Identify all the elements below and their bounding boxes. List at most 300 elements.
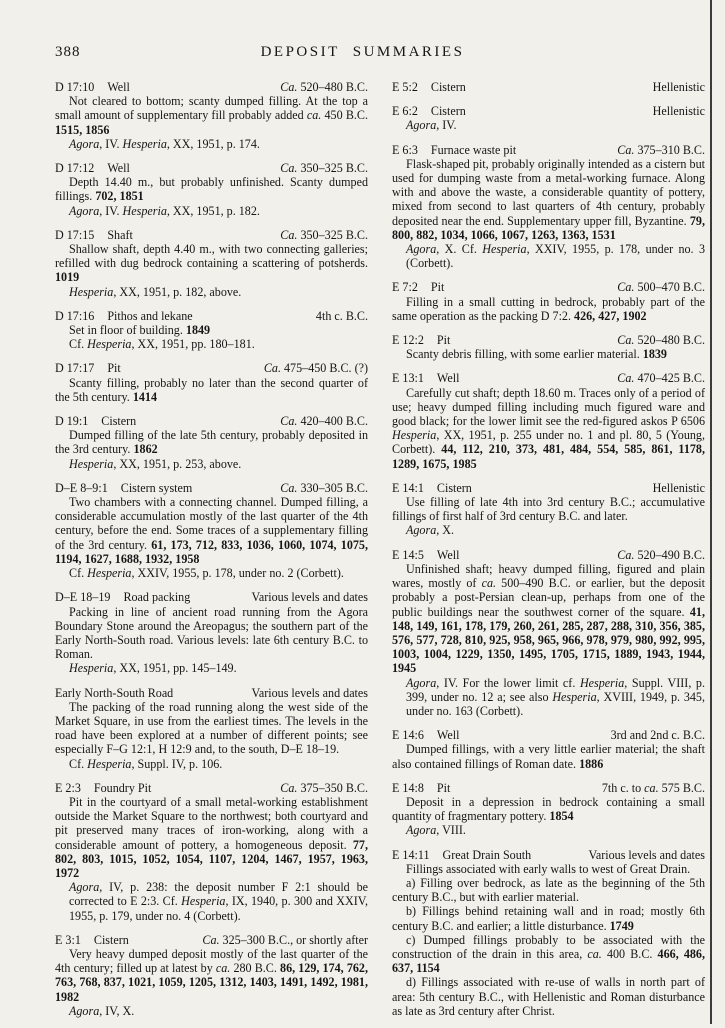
text-segment: Cf.	[69, 566, 88, 581]
entry-heading	[392, 280, 705, 294]
entry-heading-left	[55, 309, 193, 323]
text-segment: 426, 427, 1902	[574, 308, 647, 323]
entry-reference	[392, 242, 705, 270]
entry-heading-left	[392, 143, 516, 157]
entry-heading-left	[392, 848, 531, 862]
text-segment: Hesperia	[552, 689, 597, 704]
entry-heading	[55, 80, 368, 94]
text-segment: Hesperia	[122, 136, 167, 151]
text-segment: 466, 486, 637, 1154	[392, 946, 705, 976]
text-segment: Agora	[69, 136, 100, 151]
page-title: DEPOSIT SUMMARIES	[260, 44, 465, 60]
entry-heading	[55, 933, 368, 947]
entry-reference	[392, 823, 705, 837]
entry-heading-left	[392, 781, 450, 795]
text-segment: Ca.	[617, 333, 635, 348]
entry-paragraph	[392, 795, 705, 823]
text-segment: Agora	[69, 1003, 100, 1018]
text-segment: Deposit in a depression in bedrock containing a small quantity of fragmentary pottery.	[392, 794, 705, 824]
entry-reference	[55, 661, 368, 675]
text-segment: , XX, 1951, p. 174.	[166, 136, 260, 151]
entry-heading	[55, 309, 368, 323]
text-segment: ca.	[215, 961, 231, 976]
text-segment: Set in floor of building.	[69, 323, 186, 338]
text-segment: , IV. For the lower limit cf.	[436, 675, 580, 690]
deposit-date	[617, 548, 705, 562]
entry-heading-left	[55, 686, 173, 700]
entry-heading-left	[55, 414, 136, 428]
entry-paragraph	[392, 347, 705, 361]
entry-paragraph	[392, 904, 705, 932]
entry-heading-left	[392, 333, 450, 347]
deposit-id: E 14:5	[392, 547, 424, 562]
text-segment: Agora	[69, 880, 100, 895]
text-segment: Hellenistic	[652, 480, 705, 495]
entry-reference	[55, 457, 368, 471]
text-segment: 1839	[642, 347, 667, 362]
deposit-date	[280, 781, 368, 795]
text-segment: d) Fillings associated with re-use of walls in north part of area: 5th century B.C., with Hellenistic and Roman disturbance as late as 3rd century after Christ.	[392, 975, 705, 1018]
text-segment: Agora	[406, 823, 437, 838]
text-segment: ca.	[644, 780, 659, 795]
entry-heading-left	[55, 590, 190, 604]
entry-paragraph	[55, 495, 368, 566]
text-segment: Scanty debris filling, with some earlier material.	[406, 347, 643, 362]
text-segment: Hesperia	[392, 428, 437, 443]
text-segment: Agora	[406, 118, 437, 133]
deposit-type: Pit	[430, 280, 445, 295]
entry-heading	[392, 728, 705, 742]
text-segment: , Suppl. IV, p. 106.	[131, 756, 223, 771]
deposit-entry	[55, 228, 368, 299]
entry-heading-left	[55, 161, 130, 175]
deposit-date	[280, 80, 368, 94]
text-segment: 400 B.C.	[601, 946, 658, 961]
text-segment: a) Filling over bedrock, as late as the beginning of the 5th century B.C., but with earlier material.	[392, 875, 705, 905]
text-segment: Use filling of late 4th into 3rd century B.C.; accumulative fillings of first half of 3rd century B.C. and later.	[392, 495, 705, 524]
entry-paragraph	[55, 175, 368, 203]
text-segment: Dumped fillings, with a very little earlier material; the shaft also contained fillings of Roman date.	[392, 742, 705, 771]
text-segment: Not cleared to bottom; scanty dumped filling. At the top a small amount of supplementary fill probably added	[55, 94, 368, 123]
text-segment: , IV, p. 238: the deposit number F 2:1 should be corrected to E 2:3. Cf.	[69, 880, 368, 909]
deposit-entry	[55, 309, 368, 352]
deposit-id: E 13:1	[392, 371, 424, 386]
deposit-id: D 19:1	[55, 414, 89, 429]
deposit-id: E 14:11	[392, 847, 430, 862]
deposit-date	[617, 280, 705, 294]
deposit-id: E 7:2	[392, 280, 418, 295]
entry-paragraph	[55, 323, 368, 337]
entry-paragraph	[392, 876, 705, 904]
entry-heading	[392, 781, 705, 795]
text-segment: Carefully cut shaft; depth 18.60 m. Traces only of a period of use; heavy dumped filling including much figured ware and good black; for the lower limit see the red-figured askos P 6506	[392, 385, 705, 429]
deposit-entry	[392, 728, 705, 771]
deposit-entry	[55, 361, 368, 404]
text-segment: 375–350 B.C.	[297, 780, 368, 795]
deposit-date	[617, 143, 705, 157]
text-segment: c) Dumped fillings probably to be associated with the construction of the drain in this area,	[392, 932, 705, 961]
entry-reference	[55, 285, 368, 299]
entry-reference	[55, 137, 368, 151]
text-segment: Ca.	[280, 414, 298, 429]
text-segment: 702, 1851	[95, 189, 144, 204]
deposit-type: Great Drain South	[442, 847, 532, 862]
entry-paragraph	[55, 94, 368, 137]
text-segment: 520–480 B.C.	[297, 80, 368, 94]
entry-paragraph	[392, 157, 705, 242]
entry-heading	[392, 548, 705, 562]
text-segment: Agora	[406, 675, 437, 690]
text-segment: Unfinished shaft; heavy dumped filling, figured and plain wares, mostly of	[392, 561, 705, 591]
deposit-id: D 17:16	[55, 308, 95, 323]
text-segment: 325–300 B.C., or shortly after	[219, 932, 368, 947]
entry-paragraph	[55, 700, 368, 757]
text-segment: 41, 148, 149, 161, 178, 179, 260, 261, 285, 287, 288, 310, 356, 385, 576, 577, 728, 810, 925, 958, 965, 966, 978, 979, 980, 992, 995, 1003, 1004, 1229, 1350, 1495, 1705, 1715, 1889, 1943, 1944, 1945	[392, 604, 705, 676]
deposit-type: Cistern system	[120, 480, 193, 495]
deposit-date	[653, 481, 705, 495]
deposit-date	[251, 590, 368, 604]
entry-heading-left	[392, 371, 459, 385]
deposit-type: Cistern	[93, 932, 129, 947]
deposit-entry	[55, 781, 368, 923]
text-segment: , IV, X.	[99, 1003, 135, 1018]
text-segment: ca.	[481, 576, 497, 591]
text-segment: Hesperia	[87, 337, 132, 352]
deposit-type: Furnace waste pit	[430, 142, 517, 157]
two-column-layout	[0, 80, 725, 1028]
text-segment: 500–490 B.C. or earlier, but the deposit probably a post-Persian clean-up, perhaps from one of the public buildings near the southwest corner of the square.	[392, 576, 705, 619]
text-segment: 450 B.C.	[321, 108, 368, 123]
text-segment: Ca.	[280, 227, 298, 242]
text-segment: 520–480 B.C.	[634, 333, 705, 348]
text-segment: 375–310 B.C.	[634, 142, 705, 157]
text-segment: 3rd and 2nd c. B.C.	[610, 728, 705, 743]
text-segment: Hesperia	[579, 675, 625, 690]
text-segment: Agora	[406, 242, 437, 257]
text-segment: , XXIV, 1955, p. 178, under no. 2 (Corbett).	[131, 566, 344, 581]
deposit-entry	[55, 590, 368, 675]
text-segment: , X. Cf.	[436, 242, 483, 257]
entry-heading	[55, 781, 368, 795]
deposit-entry	[392, 143, 705, 271]
deposit-entry	[55, 686, 368, 771]
entry-heading-left	[55, 781, 151, 795]
entry-heading-left	[55, 361, 121, 375]
text-segment: Various levels and dates	[251, 685, 368, 700]
entry-heading-left	[55, 481, 192, 495]
deposit-id: D 17:10	[55, 80, 95, 94]
deposit-date	[588, 848, 705, 862]
deposit-date	[280, 414, 368, 428]
entry-paragraph	[392, 386, 705, 471]
text-segment: Depth 14.40 m., but probably unfinished. Scanty dumped fillings.	[55, 175, 368, 204]
entry-paragraph	[55, 795, 368, 880]
entry-heading-left	[392, 481, 472, 495]
text-segment: 77, 802, 803, 1015, 1052, 1054, 1107, 1204, 1467, 1957, 1963, 1972	[55, 837, 368, 880]
entry-paragraph	[55, 947, 368, 1004]
text-segment: , X.	[436, 523, 455, 538]
deposit-id: E 5:2	[392, 80, 418, 94]
deposit-type: Well	[107, 161, 130, 176]
deposit-id: D 17:17	[55, 361, 95, 376]
deposit-type: Pit	[436, 780, 451, 795]
text-segment: Fillings associated with early walls to west of Great Drain.	[406, 861, 691, 876]
page-edge-line	[710, 0, 712, 1024]
text-segment: , IV.	[436, 118, 457, 133]
text-segment: , IX, 1940, p. 300 and XXIV, 1955, p. 179, under no. 4 (Corbett).	[69, 894, 368, 923]
text-segment: 500–470 B.C.	[634, 280, 705, 295]
entry-heading-left	[392, 80, 466, 94]
deposit-type: Well	[436, 728, 460, 743]
deposit-date	[611, 728, 705, 742]
text-segment: , XX, 1951, pp. 145–149.	[113, 661, 237, 676]
deposit-type: Early North-South Road	[55, 685, 174, 700]
deposit-type: Pit	[107, 361, 121, 376]
entry-heading	[392, 848, 705, 862]
entry-heading	[55, 481, 368, 495]
entry-heading	[55, 228, 368, 242]
text-segment: Ca.	[617, 547, 635, 562]
left-column	[55, 80, 368, 1028]
text-segment: Ca.	[280, 161, 298, 176]
text-segment: , IV.	[99, 203, 123, 218]
text-segment: , XX, 1951, p. 253, above.	[113, 456, 242, 471]
entry-paragraph	[55, 605, 368, 662]
entry-paragraph	[392, 975, 705, 1018]
deposit-entry	[55, 161, 368, 218]
deposit-date	[202, 933, 368, 947]
text-segment: Ca.	[263, 361, 281, 376]
text-segment: 330–305 B.C.	[297, 480, 368, 495]
deposit-id: E 2:3	[55, 780, 81, 795]
text-segment: , Suppl. VIII, p. 399, under no. 12 a; see also	[406, 675, 705, 704]
text-segment: Cf.	[69, 756, 88, 771]
deposit-entry	[55, 933, 368, 1018]
text-segment: 1515, 1856	[55, 122, 110, 137]
entry-heading	[392, 481, 705, 495]
entry-heading	[392, 333, 705, 347]
text-segment: 1854	[549, 809, 574, 824]
deposit-id: E 3:1	[55, 932, 81, 947]
text-segment: Pit in the courtyard of a small metal-working establishment outside the Market Square to the northwest; both courtyard and pit preserved many traces of iron-working, along with a considerable amount of pottery, a homogeneous deposit.	[55, 794, 368, 852]
entry-heading-left	[392, 728, 459, 742]
entry-heading	[55, 590, 368, 604]
text-segment: Cf.	[69, 337, 88, 352]
text-segment: Two chambers with a connecting channel. Dumped filling, a considerable accumulation mostly of the last quarter of the 4th century, before the end. Some traces of a supplementary filling of the 3rd century.	[55, 495, 368, 552]
deposit-entry	[55, 481, 368, 580]
deposit-entry	[392, 104, 705, 132]
deposit-entry	[392, 280, 705, 323]
deposit-id: E 6:3	[392, 142, 418, 157]
text-segment: , XX, 1951, p. 255 under no. 1 and pl. 80, 5 (Young, Corbett).	[392, 428, 705, 457]
entry-reference	[55, 757, 368, 771]
text-segment: Dumped filling of the late 5th century, probably deposited in the 3rd century.	[55, 428, 368, 457]
text-segment: 520–490 B.C.	[634, 547, 705, 562]
text-segment: Packing in line of ancient road running from the Agora Boundary Stone around the Areopagus; the southern part of the Early North-South road. Various levels: late 6th century B.C. to Roman.	[55, 604, 368, 662]
text-segment: 1414	[132, 389, 157, 404]
text-segment: , VIII.	[436, 823, 466, 838]
deposit-entry	[55, 414, 368, 471]
entry-reference	[392, 523, 705, 537]
deposit-date	[602, 781, 705, 795]
entry-reference	[55, 204, 368, 218]
deposit-date	[617, 333, 705, 347]
deposit-id: E 14:6	[392, 728, 424, 743]
entry-heading	[392, 80, 705, 94]
text-segment: The packing of the road running along the west side of the Market Square, in use from the earliest times. The levels in the road have been explored at a number of different points; see especially F–G 12:1, H 12:9 and, to the south, D–E 18–19.	[55, 699, 368, 757]
entry-heading	[392, 371, 705, 385]
text-segment: 350–325 B.C.	[297, 161, 368, 176]
text-segment: Agora	[69, 203, 100, 218]
deposit-entry	[392, 848, 705, 1018]
entry-heading	[55, 686, 368, 700]
text-segment: , XX, 1951, p. 182.	[166, 203, 260, 218]
text-segment: 420–400 B.C.	[297, 414, 368, 429]
deposit-id: E 12:2	[392, 333, 424, 348]
deposit-date	[280, 481, 368, 495]
text-segment: Hesperia	[69, 661, 114, 676]
text-segment: , XX, 1951, pp. 180–181.	[131, 337, 255, 352]
text-segment: 7th c. to	[601, 780, 645, 795]
entry-paragraph	[392, 495, 705, 523]
text-segment: 280 B.C.	[230, 961, 281, 976]
page-header	[0, 0, 725, 66]
deposit-id: E 14:1	[392, 480, 424, 495]
entry-heading-left	[55, 80, 130, 94]
deposit-date	[653, 104, 705, 118]
deposit-entry	[392, 548, 705, 718]
entry-heading	[392, 143, 705, 157]
text-segment: Very heavy dumped deposit mostly of the last quarter of the 4th century; filled up at latest by	[55, 946, 368, 976]
text-segment: 1862	[133, 442, 158, 457]
text-segment: 1019	[55, 270, 80, 285]
entry-paragraph	[55, 428, 368, 456]
deposit-id: D 17:15	[55, 227, 95, 242]
deposit-date	[316, 309, 368, 323]
entry-heading-left	[392, 548, 459, 562]
deposit-entry	[55, 80, 368, 151]
text-segment: Agora	[406, 523, 437, 538]
text-segment: Hesperia	[69, 284, 114, 299]
entry-reference	[55, 566, 368, 580]
deposit-type: Well	[436, 547, 460, 562]
text-segment: Ca.	[617, 142, 635, 157]
text-segment: 86, 129, 174, 762, 763, 768, 837, 1021, 1059, 1205, 1312, 1403, 1491, 1492, 1981, 1982	[55, 961, 368, 1004]
entry-paragraph	[392, 933, 705, 976]
text-segment: 4th c. B.C.	[315, 308, 368, 323]
deposit-entry	[392, 781, 705, 838]
text-segment: Ca.	[617, 280, 635, 295]
deposit-entry	[392, 481, 705, 538]
entry-reference	[55, 337, 368, 351]
deposit-type: Pithos and lekane	[107, 308, 193, 323]
text-segment: Hesperia	[482, 242, 527, 257]
text-segment: Flask-shaped pit, probably originally intended as a cistern but used for dumping waste from a metal-working furnace. Along with and above the waste, a considerable quantity of pottery, mixed from second to last quarters of 4th century, probably deposited near the end. Supplementary upper fill, Byzantine.	[392, 156, 705, 228]
text-segment: 350–325 B.C.	[297, 227, 368, 242]
text-segment: Ca.	[280, 780, 298, 795]
page-number: 388	[55, 44, 81, 60]
text-segment: Scanty filling, probably no later than the second quarter of the 5th century.	[55, 375, 368, 404]
deposit-type: Cistern	[430, 80, 466, 94]
entry-heading	[55, 361, 368, 375]
text-segment: Ca.	[202, 932, 220, 947]
deposit-type: Well	[436, 371, 460, 386]
text-segment: Hellenistic	[652, 80, 705, 94]
deposit-type: Well	[107, 80, 130, 94]
deposit-date	[653, 80, 705, 94]
text-segment: 475–450 B.C. (?)	[280, 361, 368, 376]
entry-paragraph	[392, 742, 705, 770]
entry-reference	[392, 118, 705, 132]
text-segment: b) Fillings behind retaining wall and in road; mostly 6th century B.C. and earlier; a little disturbance.	[392, 904, 705, 933]
entry-paragraph	[392, 862, 705, 876]
entry-heading-left	[392, 280, 444, 294]
text-segment: Ca.	[280, 80, 298, 94]
text-segment: Hesperia	[69, 456, 114, 471]
entry-reference	[55, 1004, 368, 1018]
text-segment: , IV.	[99, 136, 123, 151]
entry-heading-left	[392, 104, 466, 118]
deposit-id: E 14:8	[392, 780, 424, 795]
text-segment: Various levels and dates	[251, 590, 368, 605]
deposit-type: Road packing	[123, 590, 191, 605]
entry-paragraph	[55, 242, 368, 285]
entry-reference	[392, 676, 705, 719]
text-segment: , XX, 1951, p. 182, above.	[113, 284, 242, 299]
deposit-type: Cistern	[101, 414, 137, 429]
deposit-type: Pit	[436, 333, 451, 348]
deposit-id: D–E 8–9:1	[55, 480, 108, 495]
entry-heading	[55, 161, 368, 175]
deposit-type: Shaft	[107, 227, 133, 242]
text-segment: 1886	[579, 756, 604, 771]
deposit-type: Cistern	[436, 480, 472, 495]
entry-heading	[392, 104, 705, 118]
text-segment: ca.	[306, 108, 322, 123]
entry-heading	[55, 414, 368, 428]
deposit-id: E 6:2	[392, 104, 418, 119]
text-segment: Shallow shaft, depth 4.40 m., with two connecting galleries; refilled with dug bedrock containing a scattering of potsherds.	[55, 242, 368, 271]
deposit-entry	[392, 371, 705, 470]
text-segment: 575 B.C.	[658, 780, 705, 795]
deposit-date	[280, 228, 368, 242]
text-segment: 61, 173, 712, 833, 1036, 1060, 1074, 1075, 1194, 1627, 1688, 1932, 1958	[55, 537, 368, 566]
entry-reference	[55, 880, 368, 923]
entry-heading-left	[55, 933, 129, 947]
text-segment: Hesperia	[87, 566, 132, 581]
deposit-entry	[392, 80, 705, 94]
text-segment: 44, 112, 210, 373, 481, 484, 554, 585, 861, 1178, 1289, 1675, 1985	[392, 442, 705, 471]
text-segment: 470–425 B.C.	[634, 371, 705, 386]
entry-paragraph	[392, 562, 705, 676]
deposit-date	[251, 686, 368, 700]
text-segment: 79, 800, 882, 1034, 1066, 1067, 1263, 1363, 1531	[392, 213, 705, 242]
text-segment: 1749	[609, 918, 634, 933]
entry-paragraph	[55, 376, 368, 404]
deposit-date	[280, 161, 368, 175]
text-segment: Ca.	[280, 480, 298, 495]
deposit-id: D 17:12	[55, 161, 95, 176]
deposit-date	[264, 361, 368, 375]
entry-paragraph	[392, 295, 705, 323]
text-segment: Hesperia	[122, 203, 167, 218]
deposit-entry	[392, 333, 705, 361]
deposit-id: D–E 18–19	[55, 590, 111, 605]
text-segment: , XVIII, 1949, p. 345, under no. 163 (Corbett).	[406, 689, 706, 718]
text-segment: , XXIV, 1955, p. 178, under no. 3 (Corbett).	[406, 242, 705, 271]
text-segment: Various levels and dates	[588, 847, 705, 862]
text-segment: Hellenistic	[652, 104, 705, 119]
